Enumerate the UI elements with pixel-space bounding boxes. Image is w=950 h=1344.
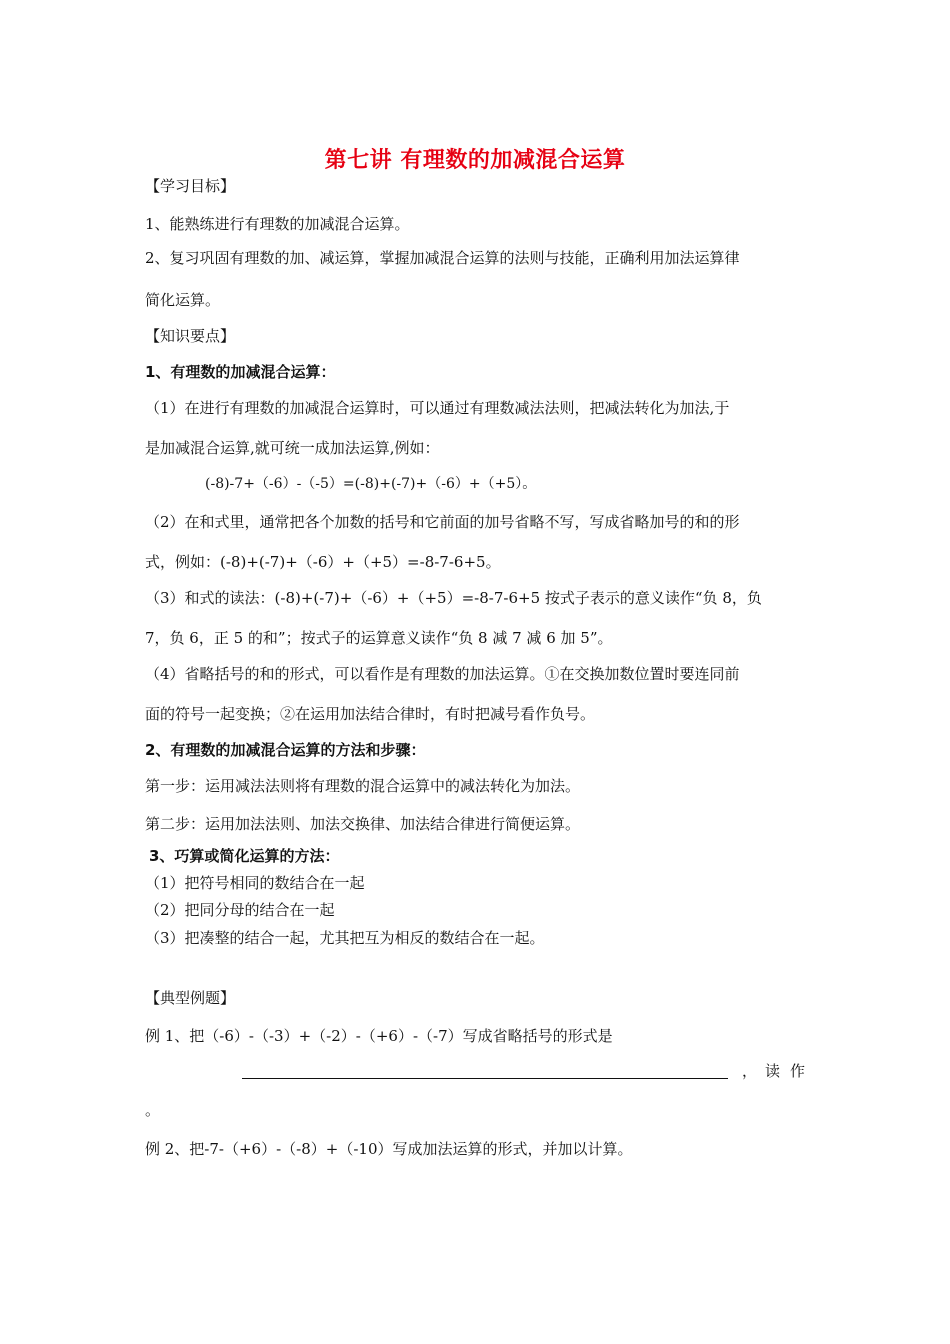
knowledge-2-step-1: 第一步：运用减法法则将有理数的混合运算中的减法转化为加法。 <box>145 777 581 795</box>
objective-2-line-1: 2、复习巩固有理数的加、减运算，掌握加减混合运算的法则与技能，正确利用加法运算律 <box>145 249 740 267</box>
objective-1: 1、能熟练进行有理数的加减混合运算。 <box>145 215 410 233</box>
knowledge-3-heading: 3、巧算或简化运算的方法： <box>149 847 340 865</box>
knowledge-1-p2-line-1: （2）在和式里，通常把各个加数的括号和它前面的加号省略不写，写成省略加号的和的形 <box>145 513 740 531</box>
knowledge-3-item-3: （3）把凑整的结合一起，尤其把互为相反的数结合在一起。 <box>145 929 545 947</box>
example-1-read-label: 读作 <box>764 1062 815 1080</box>
knowledge-2-heading: 2、有理数的加减混合运算的方法和步骤： <box>145 741 426 759</box>
example-1-comma: ， <box>742 1062 758 1080</box>
knowledge-1-p3-line-1: （3）和式的读法：(-8)+(-7)+（-6）+（+5）=-8-7-6+5 按式子表示的意义读作“负 8，负 <box>145 589 762 607</box>
objectives-header: 【学习目标】 <box>145 177 236 195</box>
page-title: 第七讲 有理数的加减混合运算 <box>324 148 626 173</box>
examples-header: 【典型例题】 <box>145 989 236 1007</box>
knowledge-1-p2-line-2: 式，例如：(-8)+(-7)+（-6）+（+5）=-8-7-6+5。 <box>145 553 501 571</box>
objective-2-line-2: 简化运算。 <box>145 291 221 309</box>
example-1-end: 。 <box>145 1101 161 1119</box>
knowledge-1-heading: 1、有理数的加减混合运算： <box>145 363 336 381</box>
knowledge-2-step-2: 第二步：运用加法法则、加法交换律、加法结合律进行简便运算。 <box>145 815 581 833</box>
example-1: 例 1、把（-6）-（-3）+（-2）-（+6）-（-7）写成省略括号的形式是 <box>145 1027 613 1045</box>
knowledge-3-item-1: （1）把符号相同的数结合在一起 <box>145 874 365 892</box>
knowledge-1-equation: (-8)-7+（-6）-（-5）=(-8)+(-7)+（-6）+（+5）。 <box>205 476 537 492</box>
knowledge-3-item-2: （2）把同分母的结合在一起 <box>145 901 335 919</box>
knowledge-1-p1-line-1: （1）在进行有理数的加减混合运算时，可以通过有理数减法法则，把减法转化为加法,于 <box>145 399 730 417</box>
example-1-answer-blank[interactable] <box>242 1078 728 1079</box>
knowledge-1-p4-line-2: 面的符号一起变换；②在运用加法结合律时，有时把减号看作负号。 <box>145 705 596 723</box>
example-2: 例 2、把-7-（+6）-（-8）+（-10）写成加法运算的形式，并加以计算。 <box>145 1140 633 1158</box>
knowledge-1-p3-line-2: 7，负 6，正 5 的和”；按式子的运算意义读作“负 8 减 7 减 6 加 5”。 <box>145 629 613 647</box>
example-1-answer-row <box>145 1058 815 1082</box>
knowledge-1-p4-line-1: （4）省略括号的和的形式，可以看作是有理数的加法运算。①在交换加数位置时要连同前 <box>145 665 740 683</box>
knowledge-header: 【知识要点】 <box>145 327 236 345</box>
knowledge-1-p1-line-2: 是加减混合运算,就可统一成加法运算,例如： <box>145 439 440 457</box>
